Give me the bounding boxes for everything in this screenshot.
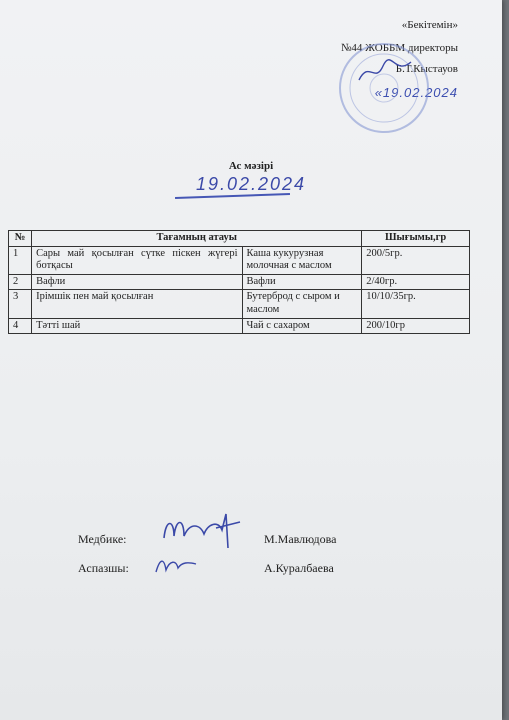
menu-table xyxy=(8,230,470,334)
table-row xyxy=(9,318,470,334)
row-number: 2 xyxy=(9,274,32,290)
dish-name-kz: Вафли xyxy=(32,274,242,290)
approval-director-name: Б.Т.Кыстауов xyxy=(395,63,458,75)
dish-name-kz: Сары май қосылған сүтке піскен жүгері ботқасы xyxy=(32,246,242,274)
official-seal-icon xyxy=(336,40,432,136)
dish-name-ru: Вафли xyxy=(242,274,362,290)
nurse-label: Медбике: xyxy=(78,532,127,546)
table-row xyxy=(9,274,470,290)
table-row xyxy=(9,290,470,318)
dish-name-kz: Тәтті шай xyxy=(32,318,242,334)
approval-position: №44 ЖОББМ директоры xyxy=(340,42,458,54)
cook-label: Аспазшы: xyxy=(78,561,129,575)
cook-signature-icon xyxy=(152,552,202,580)
director-signature-icon xyxy=(355,56,415,86)
header-number: № xyxy=(9,231,32,247)
row-number: 3 xyxy=(9,290,32,318)
dish-name-ru: Чай с сахаром xyxy=(242,318,362,334)
dish-name-kz: Ірімшік пен май қосылған xyxy=(32,290,242,318)
approval-date: «19.02.2024 xyxy=(374,85,458,100)
dish-name-ru: Каша кукурузная молочная с маслом xyxy=(242,246,362,274)
nurse-signature-icon xyxy=(160,508,245,553)
menu-date: 19.02.2024 xyxy=(195,174,307,194)
row-number: 4 xyxy=(9,318,32,334)
dish-amount: 10/10/35гр. xyxy=(362,290,470,318)
header-dish-name: Тағамның атауы xyxy=(32,231,362,247)
row-number: 1 xyxy=(9,246,32,274)
cook-name: А.Куралбаева xyxy=(264,561,334,575)
dish-amount: 2/40гр. xyxy=(362,274,470,290)
dish-name-ru: Бутерброд с сыром и маслом xyxy=(242,290,362,318)
dish-amount: 200/5гр. xyxy=(362,246,470,274)
table-header-row xyxy=(9,231,470,247)
approval-heading: «Бекітемін» xyxy=(401,19,458,31)
nurse-name: М.Мавлюдова xyxy=(264,532,337,546)
table-row xyxy=(9,246,470,274)
menu-title: Ас мәзірі xyxy=(228,160,274,172)
header-amount: Шығымы,гр xyxy=(362,231,470,247)
dish-amount: 200/10гр xyxy=(362,318,470,334)
